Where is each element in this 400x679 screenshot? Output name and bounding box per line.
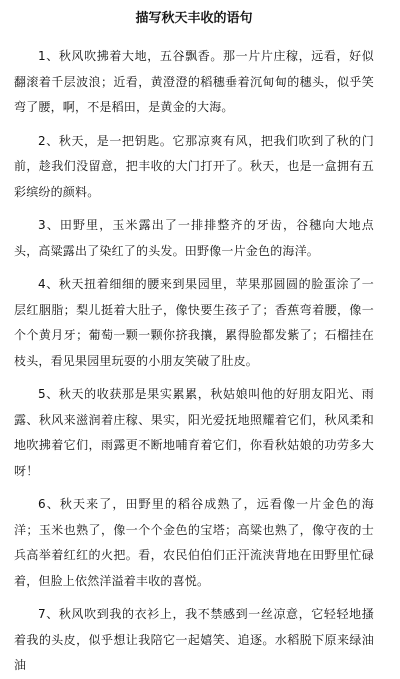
paragraph-5: 5、秋天的收获那是果实累累，秋姑娘叫他的好朋友阳光、雨露、秋风来滋润着庄稼、果实，阳光爱抚地照耀着它们，秋风柔和地吹拂着它们，雨露更不断地哺育着它们，你看秋姑娘的功劳多大呀！ xyxy=(14,387,374,478)
paragraph-1: 1、秋风吹拂着大地，五谷飘香。那一片片庄稼，远看，好似翻滚着千层波浪；近看，黄澄澄的稻穗垂着沉甸甸的穗头，似乎笑弯了腰，啊，不是稻田，是黄金的大海。 xyxy=(14,49,374,114)
paragraph-4: 4、秋天扭着细细的腰来到果园里，苹果那圆圆的脸蛋涂了一层红胭脂；梨儿挺着大肚子，像快要生孩子了；香蕉弯着腰，像一个个黄月牙；葡萄一颗一颗你挤我攘，累得脸都发紫了；石榴挂在枝头，看见果园里玩耍的小朋友笑破了肚皮。 xyxy=(14,277,374,368)
paragraph-3: 3、田野里，玉米露出了一排排整齐的牙齿，谷穗向大地点头，高粱露出了染红了的头发。田野像一片金色的海洋。 xyxy=(14,218,374,258)
paragraph-7: 7、秋风吹到我的衣衫上，我不禁感到一丝凉意，它轻轻地搔着我的头皮，似乎想让我陪它一起嬉笑、追逐。水稻脱下原来绿油油 xyxy=(14,607,374,672)
page-title: 描写秋天丰收的语句 xyxy=(135,11,253,26)
paragraph-2: 2、秋天，是一把钥匙。它那凉爽有风，把我们吹到了秋的门前，趁我们没留意，把丰收的大门打开了。秋天，也是一盒拥有五彩缤纷的颜料。 xyxy=(14,133,374,199)
paragraph-6: 6、秋天来了，田野里的稻谷成熟了，远看像一片金色的海洋；玉米也熟了，像一个个金色的宝塔；高粱也熟了，像守夜的士兵高举着红红的火把。看，农民伯伯们正汗流浃背地在田野里忙碌着，但脸上依然洋溢着丰收的喜悦。 xyxy=(14,497,374,588)
